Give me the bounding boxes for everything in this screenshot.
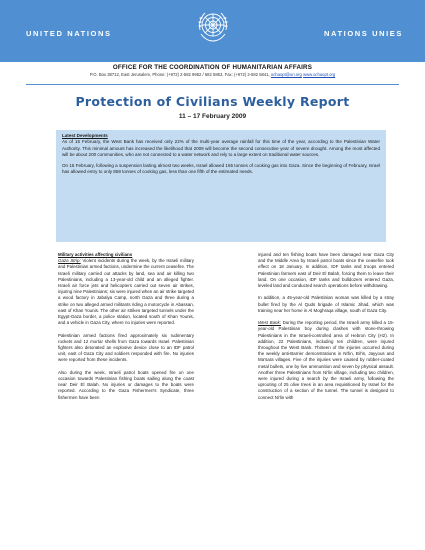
report-title: Protection of Civilians Weekly Report xyxy=(75,94,350,109)
gaza-strip-subheading: Gaza Strip: xyxy=(58,258,81,264)
west-bank-subheading: West Bank: xyxy=(258,320,281,326)
highlight-paragraph: As of 15 February, the West Bank has received only 22% of the multi-year average rainfall for this time of the year, according to the Palestinian Water Authority. This minimal amount has increased the likelihood that 2009 will become the second consecutive year of severe drought. Among the most affected will be about 200 communities, who are not connected to a water network and rely to a large extent on traditional water sources. xyxy=(62,139,380,157)
left-column xyxy=(58,252,194,407)
nations-unies-title: NATIONS UNIES xyxy=(324,29,403,38)
latest-developments-heading: Latest Developments xyxy=(62,133,108,138)
body-paragraph: During the reporting period, the Israeli army killed a 15-year-old Palestinian boy during clashes with stone-throwing Palestinians in the Israeli-controlled area of Hebron City (H2). In addition, 22 Palestinians, including ten children, were injured throughout the West Bank. Thirteen of the injuries occurred during the weekly anti-Barrier demonstrations in Ni'lin, Bil'in, Jayyous and Ma'sara villages. Five of the injuries were caused by rubber-coated metal bullets, one by live ammunition and seven by physical assault. Another three Palestinians from Ni'lin village, including two children, were injured during a search by the Israeli army, following the uprooting of 25 olive trees in an area requisitioned by Israel for the construction of a section of the tunnel. The tunnel is designed to connect Ni'lin with xyxy=(258,320,395,400)
body-paragraph: In addition, a 45-year-old Palestinian woman was killed by a stray bullet fired by the Al Quds brigade of Islamic Jihad, which was training near her home in Al Moghraqa village, south of Gaza City. xyxy=(258,295,394,313)
header-banner xyxy=(0,0,425,62)
top-divider xyxy=(26,84,399,85)
un-emblem-icon xyxy=(192,6,234,48)
email-link[interactable]: ochaopt@un.org xyxy=(270,72,302,77)
right-column xyxy=(258,252,394,407)
website-link[interactable]: www.ochaopt.org xyxy=(303,72,336,77)
body-paragraph: Violent incidents during the week, by the Israeli military and Palestinian armed factions, undermine the current ceasefire. The Israeli military carried out attacks by land, sea and air killing two Palestinians, including a 13-year-old child and an alleged fighter. Israeli air force jets and helicopters carried out seven air strikes, injuring nine Palestinians; six were injured when an air strike targeted a wood factory in Jabalya Camp, north Gaza and three during a strike on two alleged armed militants riding a motorcycle in Abassan, east of Khan Younis. The other air strikes targeted tunnels under the Egypt-Gaza border, a police station, located south of Khan Younis, and a vehicle in Gaza City, where no injuries were reported. xyxy=(58,258,194,326)
body-paragraph: injured and ten fishing boats have been damaged near Gaza City and the Middle Area by Israeli patrol boats since the ceasefire took effect on 18 January. In addition, IDF tanks and troops entered Palestinian farmers east of Deir El Balah, forcing them to leave their land. On one occasion, IDF tanks and bulldozers entered Gaza, leveled land and conducted search operations before withdrawing. xyxy=(258,252,394,289)
latest-developments-box xyxy=(56,130,386,242)
united-nations-title: UNITED NATIONS xyxy=(26,29,112,38)
report-dates: 11 – 17 February 2009 xyxy=(178,113,247,120)
address-line: P.O. Box 38712, East Jerusalem, Phone: (+972) 2-582 9962 / 582 5853, Fax: (+972) 2-582 5841, ochaopt@un.org www.ochaopt.org xyxy=(89,72,336,77)
address-text: P.O. Box 38712, East Jerusalem, Phone: (+972) 2-582 9962 / 582 5853, Fax: (+972) 2-582 5841 xyxy=(89,72,269,77)
office-name: OFFICE FOR THE COORDINATION OF HUMANITARIAN AFFAIRS xyxy=(112,64,313,71)
body-paragraph: Palestinian armed factions fired approximately six rudimentary rockets and 12 mortar shells from Gaza towards Israel. Palestinian fighters also detonated an explosive device close to an IDF patrol unit, east of Gaza City and soldiers responded with fire. No injuries were reported from these incidents. xyxy=(58,332,194,363)
body-paragraph: Also during the week, Israeli patrol boats opened fire on one occasion towards Palestinian fishing boats sailing along the coast near Deir El Balah. No injuries or damages to the boats were reported. According to the Gaza Fishermen's Syndicate, three fishermen have been xyxy=(58,369,194,400)
highlight-paragraph: On 15 February, following a suspension lasting almost two weeks, Israel allowed 155 tonnes of cooking gas into Gaza. Since the beginning of February, Israel has allowed entry to only 859 tonnes of cooking gas, less than one fifth of the estimated needs. xyxy=(62,163,380,175)
section-heading: Military activities affecting civilians xyxy=(58,252,133,257)
